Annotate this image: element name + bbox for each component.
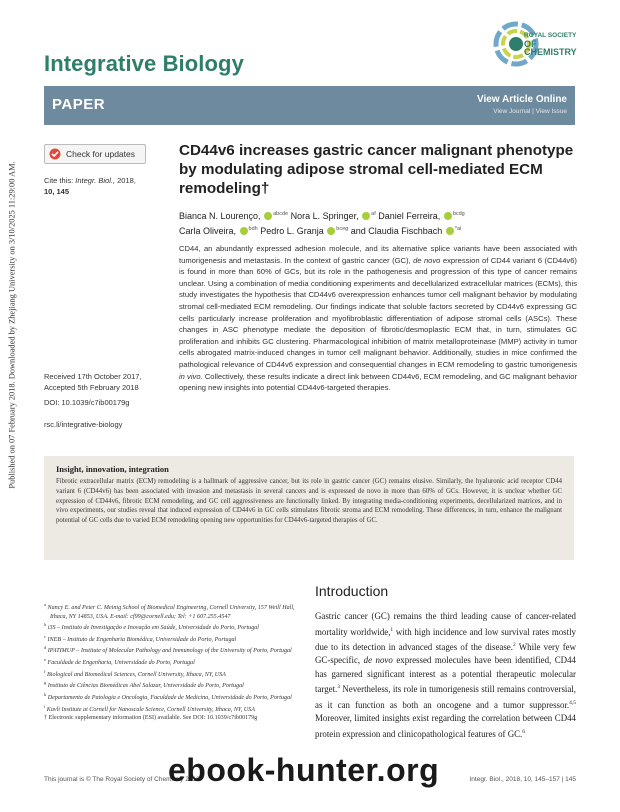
footnote-text: Instituto de Ciências Biomédicas Abel Salazar, Universidade do Porto, Portugal	[47, 683, 244, 690]
intro-text: with high incidence and low survival rates mostly due to its detection in advanced stages of the disease.	[315, 626, 576, 652]
footnote-mark: i	[44, 703, 46, 709]
introduction-paragraph	[315, 610, 576, 741]
footnote-item	[44, 633, 304, 645]
affiliation-footnotes	[44, 601, 304, 723]
author-name[interactable]: Bianca N. Lourenço,	[179, 211, 261, 221]
view-journal-link[interactable]: View Journal	[493, 108, 531, 115]
author-affiliations: af	[371, 211, 376, 217]
citation-ref[interactable]: 2	[512, 641, 516, 648]
doi-text[interactable]: DOI: 10.1039/c7ib00179g	[44, 398, 130, 407]
intro-italic: de novo	[363, 655, 393, 666]
article-title: CD44v6 increases gastric cancer malignant phenotype by modulating adipose stromal cell-mediated ECM remodeling†	[179, 142, 574, 197]
footnote-item	[44, 601, 304, 621]
author-name[interactable]: Daniel Ferreira,	[378, 211, 441, 221]
footnote-mark: h	[44, 691, 47, 697]
author-name[interactable]: Carla Oliveira,	[179, 226, 237, 236]
footnote-text: Faculdade de Engenharia, Universidade do Porto, Portugal	[47, 660, 195, 667]
footnote-item	[44, 703, 304, 715]
footnote-mark: c	[44, 633, 46, 639]
citation-block	[44, 176, 136, 197]
footnote-text: i3S – Instituto de Investigação e Inovação em Saúde, Universidade do Porto, Portugal	[47, 625, 259, 632]
crossmark-icon	[49, 148, 61, 160]
abstract-italic: in vivo	[179, 371, 201, 381]
rsc-logo-line2: OF CHEMISTRY	[524, 39, 577, 57]
footnote-text: Nancy E. and Peter C. Meinig School of Biomedical Engineering, Cornell University, 157 Weill Hall, Ithaca, NY 14853, USA. E-mail: cf99@cornell.edu; Tel: +1 607.255.4547	[47, 605, 295, 620]
footnote-text[interactable]: Electronic supplementary information (ESI) available. See DOI: 10.1039/c7ib00179g	[48, 715, 258, 722]
received-date: Received 17th October 2017,	[44, 372, 142, 381]
footnote-item	[44, 644, 304, 656]
citation-line1	[44, 176, 136, 187]
abstract-italic: de novo	[413, 255, 441, 265]
orcid-icon[interactable]	[327, 227, 335, 235]
rsc-logo-line1: ROYAL SOCIETY	[524, 32, 577, 39]
author-list	[179, 208, 579, 238]
rsc-logo-text	[524, 32, 580, 56]
check-for-updates-label: Check for updates	[66, 149, 135, 159]
abstract	[179, 243, 577, 394]
footnote-item	[44, 679, 304, 691]
citation-ref[interactable]: 1	[390, 626, 394, 633]
citation-ref[interactable]: 4,5	[569, 699, 576, 706]
footnote-text: IPATIMUP – Institute of Molecular Pathology and Immunology of the University of Porto, Portugal	[47, 648, 292, 655]
article-type-banner	[44, 86, 575, 125]
cite-year: 2018,	[117, 176, 136, 185]
cite-journal: Integr. Biol.,	[75, 176, 116, 185]
citation-volume-page: 10, 145	[44, 186, 70, 196]
footnote-mark: b	[44, 622, 47, 628]
journal-title[interactable]: Integrative Biology	[44, 51, 244, 76]
footnote-mark: a	[44, 602, 46, 607]
footnote-mark: f	[44, 668, 46, 674]
author-affiliations: abcde	[273, 211, 289, 217]
citation-ref[interactable]: 3	[337, 684, 341, 691]
orcid-icon[interactable]	[444, 212, 452, 220]
abstract-text: . Collectively, these results indicate a direct link between CD44v6, ECM remodeling, and GC malignant behavior opening new insights into potential CD44v6-targeted therapies.	[179, 371, 577, 393]
view-issue-link[interactable]: View Issue	[535, 108, 567, 115]
author-affiliations: *ai	[454, 226, 462, 232]
footnote-mark: g	[44, 680, 47, 686]
watermark: ebook-hunter.org	[168, 752, 440, 788]
rsc-logo[interactable]	[492, 20, 580, 70]
footnote-text: Kavli Institute at Cornell for Nanoscale Science, Cornell University, Ithaca, NY, USA	[46, 706, 255, 713]
footnote-mark: e	[44, 657, 46, 663]
footnote-item	[44, 668, 304, 680]
view-article-online-link[interactable]: View Article Online	[476, 94, 567, 105]
footnote-item	[44, 621, 304, 633]
link-separator: |	[532, 108, 534, 115]
footnote-text: Biological and Biomedical Sciences, Cornell University, Ithaca, NY, USA	[47, 671, 226, 678]
footnote-mark: d	[44, 645, 47, 651]
author-name[interactable]: and Claudia Fischbach	[350, 226, 443, 236]
orcid-icon[interactable]	[240, 227, 248, 235]
author-affiliations: bceg	[336, 226, 349, 232]
intro-text: expressed molecules have been identified, CD44 has garnered significant interest as a potential therapeutic molecular target.	[315, 655, 576, 695]
footer-copyright: This journal is © The Royal Society of Chemistry 2018	[44, 776, 200, 783]
abstract-text: expression of CD44 variant 6 (CD44v6) is found in more than 60% of GCs, but its role in the pathogenesis and progression of this type of cancer remains unclear. Using a combination of media conditioning experiments and decellularized extracellular matrices (ECMs), this study investigates the hypothesis that CD44v6 overexpression enhances tumor cell malignant behavior by modulating stromal cell-mediated ECM remodeling. Our findings indicate that soluble factors secreted by CD44v6 expressing GC cells particularly increase proliferation and myofibroblastic differentiation of adipose stromal cells (ASCs). These changes in ASC phenotype mediate the deposition of fibrotic/desmoplastic ECM that, in turn, stimulates GC proliferation and inhibits GC clustering. Pharmacological inhibition of matrix metalloproteinase (MMP) activity in tumor cells abrogated matrix-induced changes in tumor cell malignant behavior. Additionally, studies in mice confirmed the pathological relevance of CD44v6 expression and consequential changes in ECM remodeling to gastric tumorigenesis	[179, 255, 577, 369]
intro-text: Moreover, limited insights exist regarding the correlation between CD44 protein expression and clinicopathological features of GC.	[315, 713, 576, 739]
insight-box	[44, 456, 574, 560]
accepted-date: Accepted 5th February 2018	[44, 382, 139, 392]
journal-url-link[interactable]: rsc.li/integrative-biology	[44, 420, 123, 429]
journal-issue-links	[493, 108, 567, 115]
author-affiliations: bdh	[248, 226, 258, 232]
intro-text: Gastric cancer (GC) remains the third leading cause of cancer-related mortality worldwide,	[315, 611, 576, 637]
citation-ref[interactable]: 6	[522, 728, 526, 735]
footer-page-info: Integr. Biol., 2018, 10, 145–157 | 145	[469, 776, 576, 783]
footnote-text: INEB – Instituto de Engenharia Biomédica, Universidade do Porto, Portugal	[47, 636, 237, 643]
author-name[interactable]: Nora L. Springer,	[290, 211, 359, 221]
footnote-item	[44, 656, 304, 668]
footnote-mark: †	[44, 715, 48, 722]
footnote-text: Departamento de Patologia e Oncologia, Faculdade de Medicina, Universidade do Porto, Portugal	[47, 695, 292, 701]
cite-prefix: Cite this:	[44, 176, 74, 185]
published-note	[6, 130, 18, 520]
section-heading-introduction: Introduction	[315, 583, 389, 599]
author-name[interactable]: Pedro L. Granja	[260, 226, 324, 236]
orcid-icon[interactable]	[362, 212, 370, 220]
published-note-text: Published on 07 February 2018. Downloaded by Zhejiang University on 3/10/2025 11:29:00 AM.	[7, 161, 17, 489]
footnote-item	[44, 714, 304, 723]
footnote-item	[44, 691, 304, 703]
insight-body: Fibrotic extracellular matrix (ECM) remodeling is a hallmark of aggressive cancer, but its role in gastric cancer (GC) remains elusive. Similarly, the hyaluronic acid receptor CD44 variant 6 (CD44v6) has been associated with invasion and metastasis in several cancers and is expressed de novo in more than 60% of GCs. However, it is unclear whether GC expression of CD44v6, fibrotic ECM remodeling, and GC cell aggressiveness are functionally linked. By integrating media-conditioning experiments, decellularized matrices, and in vivo experiments, our studies reveal that induced expression of CD44v6 in GC cells stimulates fibrotic stroma and ECM remodeling. These differences, in turn, enhance the malignant potential of GC cells due to varied ECM remodeling opening new opportunities for CD44v6-targeted therapies of GC.	[56, 478, 562, 525]
article-type-label: PAPER	[52, 96, 106, 113]
orcid-icon[interactable]	[264, 212, 272, 220]
insight-heading: Insight, innovation, integration	[56, 464, 169, 474]
intro-text: Nevertheless, its role in tumorigenesis still remains controversial, as it can function as both an oncogene and a tumor suppressor.	[315, 684, 576, 710]
received-accepted-block	[44, 372, 142, 393]
author-affiliations: bcdg	[452, 211, 465, 217]
check-for-updates-button[interactable]	[44, 144, 146, 164]
abstract-text: CD44, an abundantly expressed adhesion molecule, and its alternative splice variants have been associated with tumorigenesis and metastasis. In the context of gastric cancer (GC),	[179, 244, 577, 265]
orcid-icon[interactable]	[446, 227, 454, 235]
intro-text: While very few GC-specific,	[315, 641, 576, 666]
